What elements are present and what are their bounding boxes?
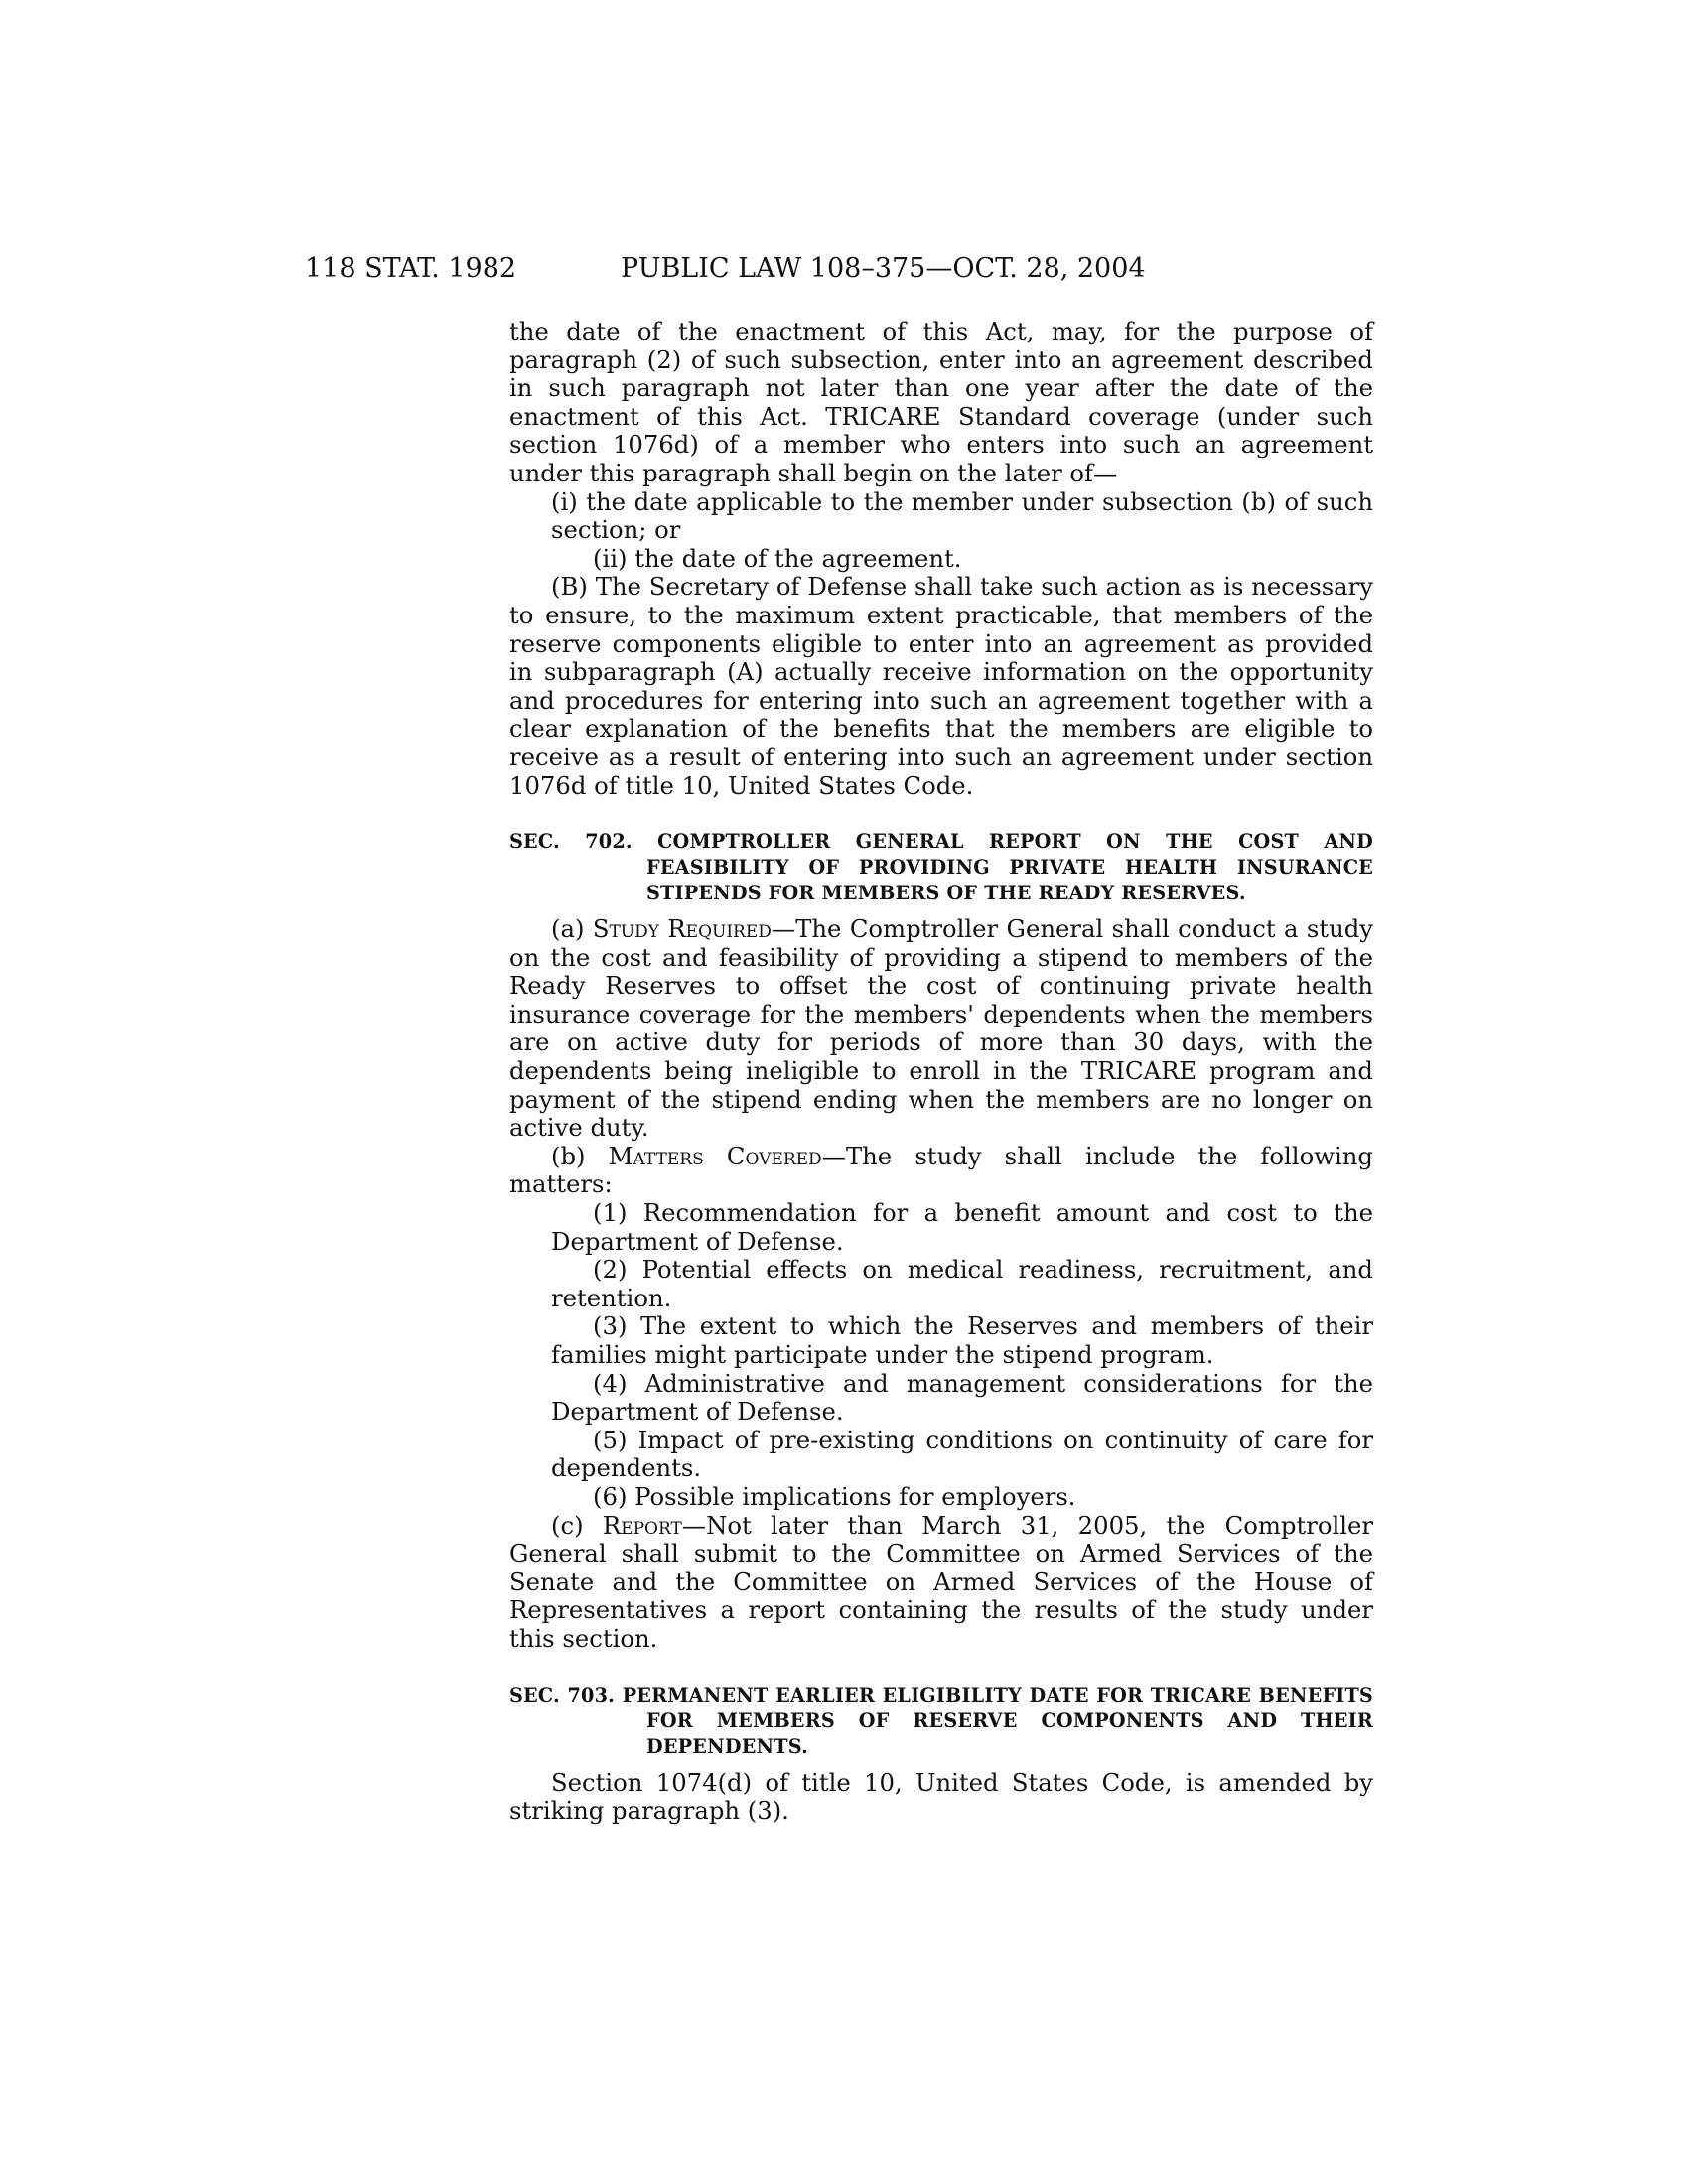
subsection-c-label: (c)	[551, 1510, 603, 1540]
stat-reference: 118 STAT. 1982	[305, 253, 517, 284]
section-702-subsection-a	[509, 915, 1373, 1143]
matter-item: (5) Impact of pre-existing conditions on continuity of care for dependents.	[551, 1425, 1373, 1483]
clause-ii: (ii) the date of the agreement.	[593, 543, 962, 573]
section-702-subsection-b	[509, 1143, 1373, 1199]
document-body	[509, 318, 1373, 1826]
matter-item: (3) The extent to which the Reserves and members of their families might participate under the stipend program.	[551, 1311, 1373, 1369]
section-703-text: Section 1074(d) of title 10, United States Code, is amended by striking paragraph (3).	[509, 1767, 1373, 1826]
subsection-a-label: (a)	[551, 914, 593, 944]
running-header	[305, 246, 1228, 292]
continuation-paragraph: the date of the enactment of this Act, may, for the purpose of paragraph (2) of such subsection, enter into an agreement described in such paragraph not later than one year after the date of the enactment of this Act. TRICARE Standard coverage (under such section 1076d) of a member who enters into such an agreement under this paragraph shall begin on the later of—	[509, 317, 1373, 487]
subsection-c-text: —Not later than March 31, 2005, the Comptroller General shall submit to the Committee on Armed Services of the Senate and the Committee on Armed Services of the House of Representatives a report containing the results of the study under this section.	[509, 1510, 1373, 1653]
matter-item: (4) Administrative and management considerations for the Department of Defense.	[551, 1368, 1373, 1427]
subsection-b-text: —The study shall include the following matters:	[509, 1141, 1373, 1199]
section-703-heading: SEC. 703. PERMANENT EARLIER ELIGIBILITY DATE FOR TRICARE BENEFITS FOR MEMBERS OF RESERVE COMPONENTS AND THEIR DEPENDENTS.	[509, 1683, 1373, 1758]
subsection-c-title: Report	[602, 1510, 682, 1540]
matter-item: (1) Recommendation for a benefit amount and cost to the Department of Defense.	[551, 1198, 1373, 1256]
subsection-b-label: (b)	[551, 1141, 609, 1170]
section-702-heading: SEC. 702. COMPTROLLER GENERAL REPORT ON THE COST AND FEASIBILITY OF PROVIDING PRIVATE HEALTH INSURANCE STIPENDS FOR MEMBERS OF THE READY RESERVES.	[509, 830, 1373, 905]
subparagraph-b: (B) The Secretary of Defense shall take such action as is necessary to ensure, to the maximum extent practicable, that members of the reserve components eligible to enter into an agreement as provided in subparagraph (A) actually receive information on the opportunity and procedures for entering into such an agreement together with a clear explanation of the benefits that the members are eligible to receive as a result of entering into such an agreement under section 1076d of title 10, United States Code.	[509, 572, 1373, 800]
matter-item: (2) Potential effects on medical readiness, recruitment, and retention.	[551, 1255, 1373, 1312]
subsection-a-title: Study Required	[592, 914, 772, 944]
section-702-subsection-c	[509, 1512, 1373, 1654]
subsection-a-text: —The Comptroller General shall conduct a study on the cost and feasibility of providing a stipend to members of the Ready Reserves to offset the cost of continuing private health insurance coverage for the members' dependents when the members are on active duty for periods of more than 30 days, with the dependents being ineligible to enroll in the TRICARE program and payment of the stipend ending when the members are no longer on active duty.	[509, 914, 1373, 1143]
subsection-b-title: Matters Covered	[608, 1141, 822, 1170]
public-law-title: PUBLIC LAW 108–375—OCT. 28, 2004	[621, 253, 1146, 284]
matter-item: (6) Possible implications for employers.	[593, 1481, 1076, 1511]
clause-i: (i) the date applicable to the member under subsection (b) of such section; or	[551, 486, 1373, 545]
